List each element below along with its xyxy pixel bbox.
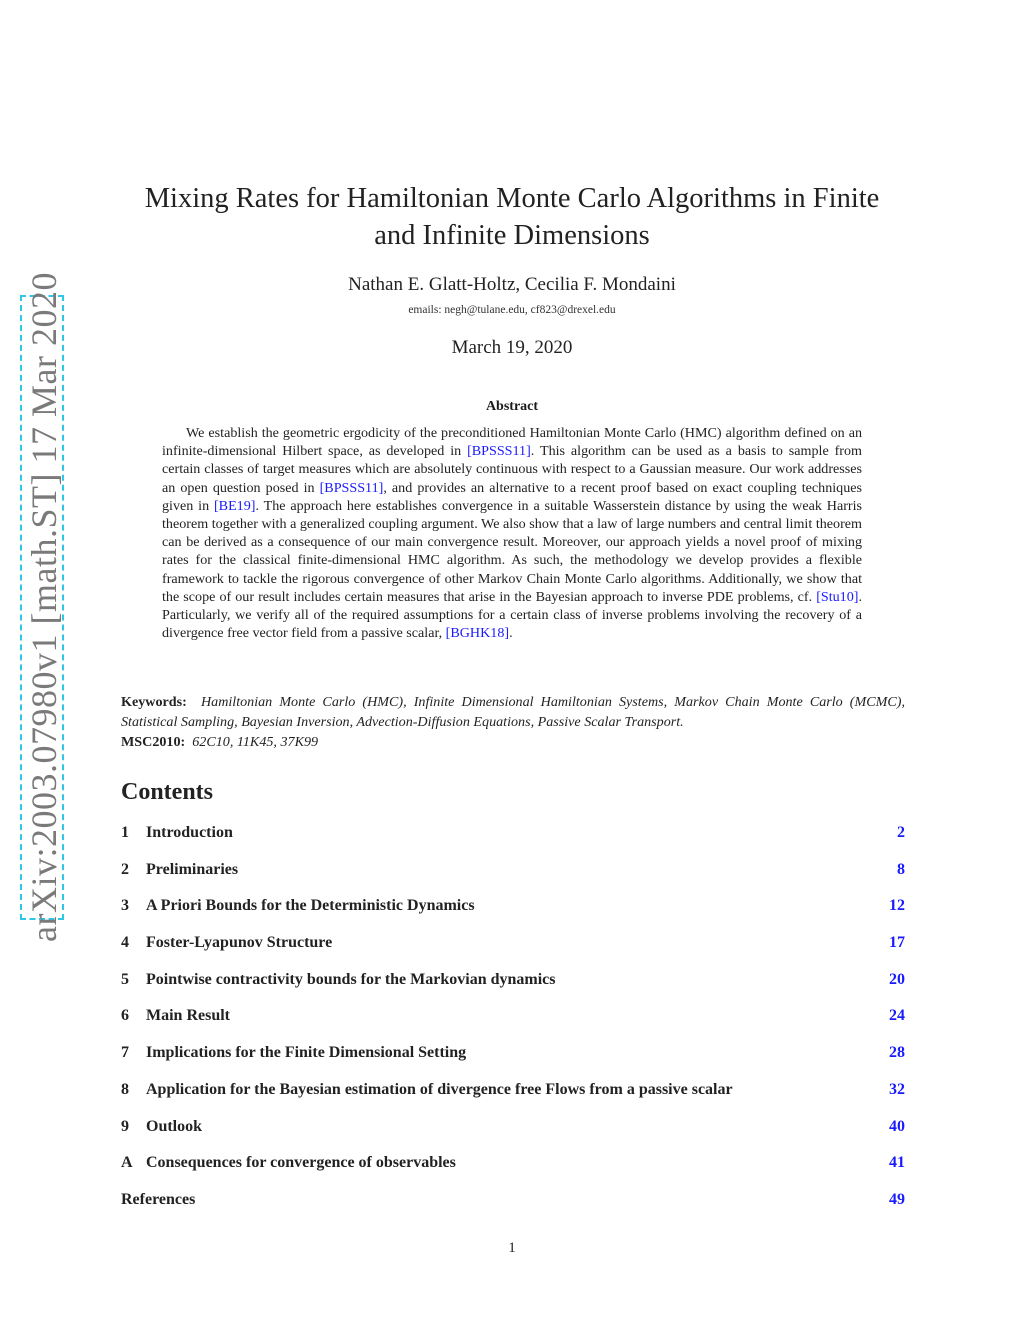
- toc-page-link[interactable]: 49: [889, 1190, 905, 1208]
- author-emails: emails: negh@tulane.edu, cf823@drexel.edu: [408, 304, 616, 316]
- abstract-text: We establish the geometric ergodicity of the preconditioned Hamiltonian Monte Carlo (HMC) algorithm defined on an infinite-dimensional Hilbert space, as developed in: [162, 425, 862, 460]
- keywords-label: Keywords:: [121, 694, 187, 710]
- title-line-1: Mixing Rates for Hamiltonian Monte Carlo Algorithms in Finite: [144, 183, 880, 214]
- title-line-2: and Infinite Dimensions: [374, 220, 650, 251]
- keywords-text: Hamiltonian Monte Carlo (HMC), Infinite Dimensional Hamiltonian Systems, Markov Chain Monte Carlo (MCMC), Statistical Sampling, Bayesian Inversion, Advection-Diffusion Equations, Passive Scalar Transport.: [121, 694, 906, 730]
- toc-row[interactable]: [121, 1185, 905, 1222]
- toc-section-number: 8: [121, 1080, 129, 1098]
- toc-section-title[interactable]: Implications for the Finite Dimensional Setting: [146, 1044, 467, 1062]
- toc-page-link[interactable]: 32: [889, 1080, 905, 1098]
- toc-section-number: 6: [121, 1007, 129, 1025]
- toc-page-link[interactable]: 17: [889, 934, 905, 952]
- citation-link[interactable]: [BPSSS11]: [467, 443, 531, 460]
- citation-link[interactable]: [BPSSS11]: [319, 479, 384, 496]
- toc-page-link[interactable]: 40: [889, 1117, 905, 1135]
- page-number: 1: [508, 1240, 516, 1256]
- toc-row[interactable]: [121, 965, 905, 1002]
- toc-row[interactable]: [121, 928, 905, 965]
- toc-section-title[interactable]: Outlook: [146, 1117, 203, 1135]
- toc-section-number: 1: [121, 824, 129, 841]
- toc-section-title[interactable]: A Priori Bounds for the Deterministic Dynamics: [146, 897, 475, 915]
- msc-codes: 62C10, 11K45, 37K99: [192, 734, 319, 750]
- toc-section-title[interactable]: Main Result: [146, 1007, 230, 1025]
- toc-page-link[interactable]: 12: [889, 897, 905, 915]
- citation-link[interactable]: [BGHK18]: [445, 625, 510, 642]
- toc-section-title[interactable]: Application for the Bayesian estimation of divergence free Flows from a passive scalar: [146, 1080, 733, 1098]
- toc-page-link[interactable]: 20: [889, 970, 905, 988]
- toc-page-link[interactable]: 28: [889, 1044, 905, 1062]
- toc-section-number: 7: [121, 1044, 129, 1062]
- arxiv-identifier[interactable]: arXiv:2003.07980v1 [math.ST] 17 Mar 2020: [24, 272, 64, 942]
- toc-section-number: 5: [121, 970, 129, 988]
- toc-section-title[interactable]: Foster-Lyapunov Structure: [146, 934, 333, 952]
- toc-section-number: 3: [121, 897, 129, 915]
- contents-heading: Contents: [121, 779, 214, 805]
- citation-link[interactable]: [BE19]: [213, 497, 256, 514]
- toc-section-number: A: [121, 1154, 133, 1172]
- toc-page-link[interactable]: 8: [897, 860, 905, 878]
- msc-label: MSC2010:: [121, 734, 186, 750]
- publication-date: March 19, 2020: [451, 337, 573, 358]
- abstract-text: , and provides an alternative to a recent proof based on exact coupling techniques given in: [162, 479, 862, 514]
- toc-page-link[interactable]: 41: [889, 1154, 905, 1172]
- paper-title: [120, 180, 904, 254]
- authors: Nathan E. Glatt-Holtz, Cecilia F. Mondaini: [348, 274, 676, 295]
- citation-link[interactable]: [Stu10]: [816, 588, 859, 605]
- toc-row[interactable]: [121, 1001, 905, 1038]
- toc-section-title[interactable]: Preliminaries: [146, 860, 239, 878]
- toc-section-number: 2: [121, 860, 129, 878]
- abstract-text: .: [509, 625, 513, 642]
- abstract-body: [162, 424, 862, 642]
- toc-row[interactable]: [121, 891, 905, 928]
- toc-section-number: 9: [121, 1117, 129, 1135]
- keywords: [121, 692, 905, 732]
- toc-page-link[interactable]: 24: [889, 1007, 905, 1025]
- toc-row[interactable]: [121, 1112, 905, 1149]
- msc-classification: [121, 732, 905, 752]
- toc-section-title[interactable]: Introduction: [146, 824, 233, 841]
- toc-row[interactable]: [121, 1038, 905, 1075]
- abstract-text: . This algorithm can be used as a basis to sample from certain classes of target measures which are absolutely continuous with respect to a Gaussian measure. Our work addresses an open question posed in: [162, 443, 863, 496]
- abstract-text: . The approach here establishes convergence in a suitable Wasserstein distance by using the weak Harris theorem together with a generalized coupling argument. We also show that a law of large numbers and central limit theorem can be derived as a consequence of our main convergence result. Moreover, our approach yields a novel proof of mixing rates for the classical finite-dimensional HMC algorithm. As such, the methodology we develop provides a flexible framework to tackle the rigorous convergence of other Markov Chain Monte Carlo algorithms. Additionally, we show that the scope of our result includes certain measures that arise in the Bayesian approach to inverse PDE problems, cf.: [162, 497, 862, 605]
- toc-row[interactable]: [121, 1148, 905, 1185]
- toc-page-link[interactable]: 2: [897, 824, 905, 841]
- toc-section-title[interactable]: References: [121, 1190, 196, 1208]
- toc-row[interactable]: [121, 855, 905, 892]
- table-of-contents: [121, 818, 905, 1222]
- toc-section-title[interactable]: Consequences for convergence of observables: [146, 1154, 456, 1172]
- toc-row[interactable]: [121, 818, 905, 855]
- abstract-text: . Particularly, we verify all of the required assumptions for a certain class of inverse problems involving the recovery of a divergence free vector field from a passive scalar,: [162, 588, 862, 642]
- toc-section-title[interactable]: Pointwise contractivity bounds for the Markovian dynamics: [146, 970, 556, 988]
- abstract-heading: Abstract: [485, 399, 539, 414]
- toc-row[interactable]: [121, 1075, 905, 1112]
- toc-section-number: 4: [121, 934, 129, 952]
